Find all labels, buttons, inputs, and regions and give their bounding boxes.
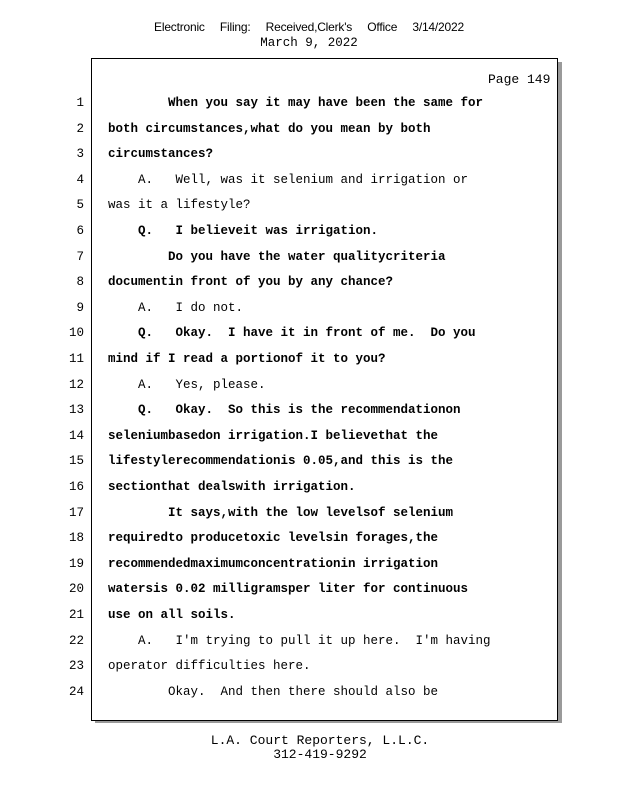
footer-company: L.A. Court Reporters, L.L.C. [210, 733, 430, 748]
line-number: 7 [76, 250, 84, 264]
transcript-line: Do you have the water qualitycriteria [108, 250, 446, 264]
stamp-electronic: Electronic [154, 20, 205, 34]
line-number: 22 [68, 634, 84, 648]
line-number: 13 [68, 403, 84, 417]
stamp-date: 3/14/2022 [412, 20, 464, 34]
line-number: 12 [68, 378, 84, 392]
line-number: 15 [68, 454, 84, 468]
transcript-line: A. Yes, please. [108, 378, 266, 392]
transcript-line: use on all soils. [108, 608, 236, 622]
line-number: 9 [76, 301, 84, 315]
transcript-line: requiredto producetoxic levelsin forages,the [108, 531, 439, 545]
line-number: 16 [68, 480, 84, 494]
transcript-line: both circumstances,what do you mean by both [108, 122, 431, 136]
transcript-line: When you say it may have been the same for [108, 96, 484, 110]
transcript-line: Q. I believeit was irrigation. [108, 224, 379, 238]
transcript-line: Q. Okay. I have it in front of me. Do you [108, 326, 476, 340]
line-number: 14 [68, 429, 84, 443]
line-number: 21 [68, 608, 84, 622]
line-number: 1 [76, 96, 84, 110]
transcript-line: Okay. And then there should also be [108, 685, 439, 699]
deposition-date: March 9, 2022 [260, 36, 358, 50]
stamp-filing: Filing: [219, 20, 251, 34]
line-number: 17 [68, 506, 84, 520]
transcript-line: A. Well, was it selenium and irrigation or [108, 173, 469, 187]
transcript-line: operator difficulties here. [108, 659, 311, 673]
page-number: Page 149 [488, 72, 551, 87]
line-number: 23 [68, 659, 84, 673]
transcript-line: was it a lifestyle? [108, 198, 251, 212]
line-number: 18 [68, 531, 84, 545]
efiling-stamp [0, 20, 618, 34]
transcript-line: It says,with the low levelsof selenium [108, 506, 454, 520]
transcript-line: mind if I read a portionof it to you? [108, 352, 386, 366]
footer-phone: 312-419-9292 [273, 747, 367, 762]
line-number: 24 [68, 685, 84, 699]
transcript-line: A. I'm trying to pull it up here. I'm having [108, 634, 491, 648]
line-number: 8 [76, 275, 84, 289]
line-number: 4 [76, 173, 84, 187]
line-number: 6 [76, 224, 84, 238]
line-number: 19 [68, 557, 84, 571]
transcript-line: watersis 0.02 milligramsper liter for continuous [108, 582, 469, 596]
line-number: 10 [68, 326, 84, 340]
transcript-line: recommendedmaximumconcentrationin irrigation [108, 557, 439, 571]
transcript-line: A. I do not. [108, 301, 244, 315]
transcript-line: seleniumbasedon irrigation.I believethat the [108, 429, 439, 443]
stamp-office: Office [367, 20, 398, 34]
line-number: 2 [76, 122, 84, 136]
transcript-line: circumstances? [108, 147, 214, 161]
transcript-line: Q. Okay. So this is the recommendationon [108, 403, 461, 417]
transcript-line: documentin front of you by any chance? [108, 275, 394, 289]
line-number: 20 [68, 582, 84, 596]
line-number: 11 [68, 352, 84, 366]
line-number: 3 [76, 147, 84, 161]
transcript-line: sectionthat dealswith irrigation. [108, 480, 356, 494]
line-number: 5 [76, 198, 84, 212]
transcript-line: lifestylerecommendationis 0.05,and this is the [108, 454, 454, 468]
stamp-received: Received,Clerk's [265, 20, 353, 34]
